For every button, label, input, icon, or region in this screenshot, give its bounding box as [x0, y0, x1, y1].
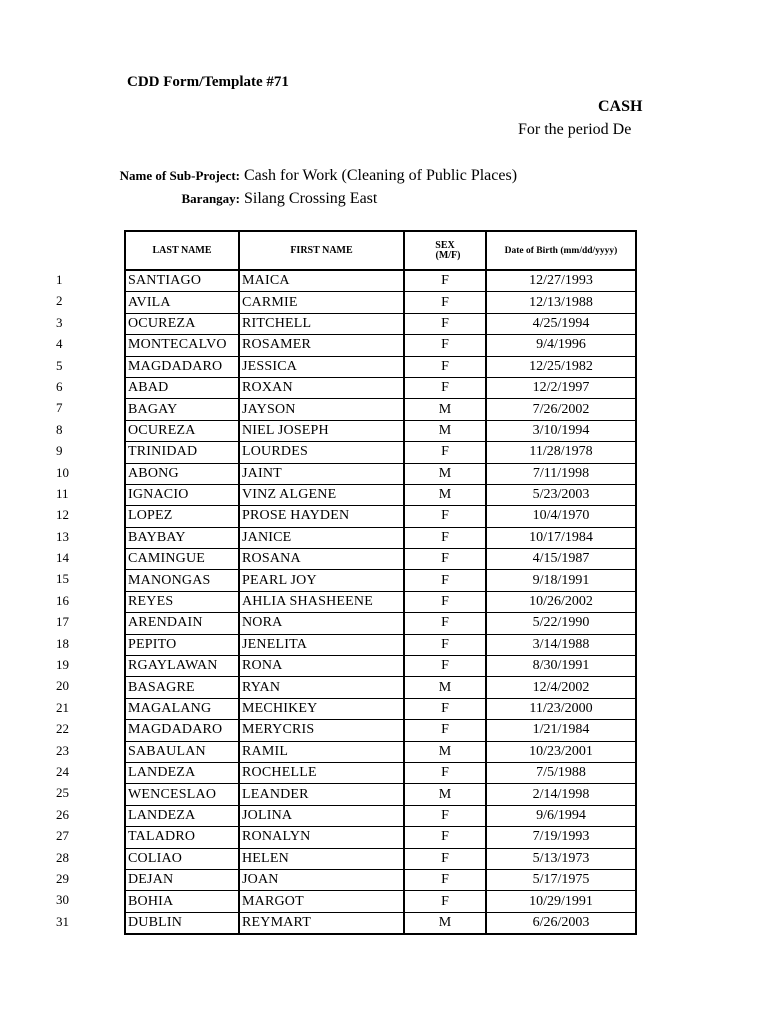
cell-sex: M [404, 484, 486, 505]
cell-sex: F [404, 891, 486, 912]
cell-first-name: JENELITA [239, 634, 404, 655]
cell-sex: F [404, 270, 486, 292]
cell-first-name: ROSANA [239, 549, 404, 570]
form-title: CDD Form/Template #71 [127, 74, 289, 90]
table-row [125, 463, 636, 484]
row-number: 17 [56, 614, 69, 630]
cell-dob: 5/23/2003 [486, 484, 636, 505]
cell-first-name: CARMIE [239, 292, 404, 313]
cell-first-name: RONALYN [239, 827, 404, 848]
row-number: 29 [56, 870, 69, 886]
cell-last-name: MANONGAS [125, 570, 239, 591]
cell-dob: 8/30/1991 [486, 656, 636, 677]
row-number: 8 [56, 421, 63, 437]
cell-last-name: MAGDADARO [125, 356, 239, 377]
cell-last-name: ABONG [125, 463, 239, 484]
cell-dob: 10/4/1970 [486, 506, 636, 527]
table-row [125, 570, 636, 591]
row-number: 15 [56, 571, 69, 587]
cell-first-name: MAICA [239, 270, 404, 292]
cell-dob: 12/25/1982 [486, 356, 636, 377]
header-first-name: FIRST NAME [239, 231, 404, 270]
table-row [125, 591, 636, 612]
row-number: 23 [56, 742, 69, 758]
cell-last-name: TALADRO [125, 827, 239, 848]
table-row [125, 891, 636, 912]
cell-dob: 7/5/1988 [486, 762, 636, 783]
cell-dob: 11/23/2000 [486, 698, 636, 719]
table-row [125, 634, 636, 655]
cell-last-name: ARENDAIN [125, 613, 239, 634]
cell-dob: 12/27/1993 [486, 270, 636, 292]
cell-sex: F [404, 442, 486, 463]
cell-first-name: PEARL JOY [239, 570, 404, 591]
table-row [125, 527, 636, 548]
cell-sex: F [404, 634, 486, 655]
table-row [125, 848, 636, 869]
cell-dob: 12/2/1997 [486, 377, 636, 398]
table-row [125, 784, 636, 805]
row-number: 3 [56, 314, 63, 330]
table-row [125, 827, 636, 848]
row-number: 30 [56, 892, 69, 908]
table-body [125, 270, 636, 934]
table-row [125, 698, 636, 719]
row-number: 11 [56, 485, 69, 501]
row-number: 12 [56, 507, 69, 523]
cell-first-name: ROCHELLE [239, 762, 404, 783]
table-row [125, 270, 636, 292]
cell-dob: 11/28/1978 [486, 442, 636, 463]
table-row [125, 484, 636, 505]
subproject-value: Cash for Work (Cleaning of Public Places) [244, 167, 518, 184]
cell-last-name: MONTECALVO [125, 335, 239, 356]
cell-last-name: OCUREZA [125, 313, 239, 334]
cell-dob: 7/11/1998 [486, 463, 636, 484]
cell-sex: M [404, 677, 486, 698]
cell-first-name: JESSICA [239, 356, 404, 377]
table-row [125, 869, 636, 890]
cell-last-name: DEJAN [125, 869, 239, 890]
cell-last-name: SANTIAGO [125, 270, 239, 292]
row-number: 25 [56, 785, 69, 801]
cell-first-name: MECHIKEY [239, 698, 404, 719]
cell-last-name: OCUREZA [125, 420, 239, 441]
cell-dob: 10/23/2001 [486, 741, 636, 762]
cell-first-name: JOAN [239, 869, 404, 890]
cell-dob: 3/10/1994 [486, 420, 636, 441]
cell-dob: 5/17/1975 [486, 869, 636, 890]
document-title: CASH [598, 98, 643, 115]
row-number: 4 [56, 336, 63, 352]
table-row [125, 399, 636, 420]
cell-first-name: RYAN [239, 677, 404, 698]
cell-sex: M [404, 741, 486, 762]
cell-first-name: JANICE [239, 527, 404, 548]
cell-dob: 7/19/1993 [486, 827, 636, 848]
cell-dob: 9/6/1994 [486, 805, 636, 826]
cell-dob: 10/17/1984 [486, 527, 636, 548]
table-row [125, 613, 636, 634]
row-number: 9 [56, 443, 63, 459]
row-number: 13 [56, 528, 69, 544]
row-number: 27 [56, 828, 69, 844]
cell-sex: F [404, 613, 486, 634]
cell-sex: F [404, 570, 486, 591]
cell-sex: F [404, 591, 486, 612]
row-number: 26 [56, 806, 69, 822]
row-number: 18 [56, 635, 69, 651]
cell-sex: F [404, 356, 486, 377]
cell-first-name: LOURDES [239, 442, 404, 463]
table-row [125, 313, 636, 334]
cell-last-name: LANDEZA [125, 805, 239, 826]
cell-dob: 5/22/1990 [486, 613, 636, 634]
cell-first-name: VINZ ALGENE [239, 484, 404, 505]
row-number: 31 [56, 913, 69, 929]
row-number: 5 [56, 357, 63, 373]
cell-dob: 5/13/1973 [486, 848, 636, 869]
table-row [125, 420, 636, 441]
cell-first-name: MERYCRIS [239, 720, 404, 741]
cell-sex: F [404, 698, 486, 719]
cell-dob: 3/14/1988 [486, 634, 636, 655]
cell-first-name: AHLIA SHASHEENE [239, 591, 404, 612]
row-number: 10 [56, 464, 69, 480]
header-sex-line1: SEX [435, 239, 455, 251]
cell-last-name: BAGAY [125, 399, 239, 420]
cell-first-name: LEANDER [239, 784, 404, 805]
cell-first-name: JAYSON [239, 399, 404, 420]
cell-last-name: DUBLIN [125, 912, 239, 934]
beneficiary-table [124, 230, 637, 935]
cell-sex: F [404, 335, 486, 356]
row-number: 21 [56, 699, 69, 715]
cell-last-name: BASAGRE [125, 677, 239, 698]
cell-dob: 10/29/1991 [486, 891, 636, 912]
cell-sex: F [404, 527, 486, 548]
cell-sex: F [404, 656, 486, 677]
cell-first-name: JOLINA [239, 805, 404, 826]
row-number: 6 [56, 378, 63, 394]
header-dob: Date of Birth (mm/dd/yyyy) [486, 231, 636, 270]
table-row [125, 549, 636, 570]
cell-last-name: LOPEZ [125, 506, 239, 527]
table-row [125, 292, 636, 313]
table-row [125, 377, 636, 398]
table-row [125, 656, 636, 677]
subproject-label: Name of Sub-Project: [119, 168, 240, 183]
cell-last-name: SABAULAN [125, 741, 239, 762]
barangay-label: Barangay: [181, 191, 240, 206]
cell-last-name: COLIAO [125, 848, 239, 869]
row-number: 2 [56, 293, 63, 309]
cell-dob: 12/4/2002 [486, 677, 636, 698]
cell-last-name: BOHIA [125, 891, 239, 912]
cell-dob: 2/14/1998 [486, 784, 636, 805]
row-number: 24 [56, 763, 69, 779]
cell-last-name: IGNACIO [125, 484, 239, 505]
cell-last-name: AVILA [125, 292, 239, 313]
cell-first-name: NIEL JOSEPH [239, 420, 404, 441]
cell-sex: F [404, 869, 486, 890]
cell-first-name: JAINT [239, 463, 404, 484]
cell-sex: F [404, 549, 486, 570]
cell-last-name: LANDEZA [125, 762, 239, 783]
row-number: 1 [56, 272, 63, 287]
cell-sex: F [404, 762, 486, 783]
table-row [125, 356, 636, 377]
barangay-value: Silang Crossing East [244, 190, 378, 207]
cell-first-name: RONA [239, 656, 404, 677]
cell-last-name: TRINIDAD [125, 442, 239, 463]
cell-first-name: REYMART [239, 912, 404, 934]
cell-sex: F [404, 506, 486, 527]
cell-last-name: MAGALANG [125, 698, 239, 719]
cell-dob: 4/15/1987 [486, 549, 636, 570]
table-row [125, 912, 636, 934]
row-number: 20 [56, 678, 69, 694]
cell-sex: F [404, 377, 486, 398]
barangay-row [102, 190, 377, 208]
table-header-row [125, 231, 636, 270]
table-row [125, 506, 636, 527]
cell-first-name: PROSE HAYDEN [239, 506, 404, 527]
cell-first-name: NORA [239, 613, 404, 634]
cell-dob: 12/13/1988 [486, 292, 636, 313]
cell-sex: F [404, 805, 486, 826]
cell-last-name: BAYBAY [125, 527, 239, 548]
cell-first-name: RAMIL [239, 741, 404, 762]
header-sex-line2: (M/F) [435, 249, 461, 261]
cell-last-name: CAMINGUE [125, 549, 239, 570]
cell-dob: 6/26/2003 [486, 912, 636, 934]
cell-sex: M [404, 784, 486, 805]
cell-dob: 7/26/2002 [486, 399, 636, 420]
cell-last-name: WENCESLAO [125, 784, 239, 805]
table-row [125, 720, 636, 741]
row-number: 14 [56, 550, 69, 566]
cell-sex: F [404, 827, 486, 848]
cell-first-name: ROSAMER [239, 335, 404, 356]
cell-sex: M [404, 399, 486, 420]
cell-last-name: RGAYLAWAN [125, 656, 239, 677]
table-row [125, 335, 636, 356]
row-number: 16 [56, 592, 69, 608]
cell-sex: M [404, 420, 486, 441]
table-row [125, 741, 636, 762]
header-sex [404, 231, 486, 270]
page-clip-edge [645, 90, 768, 150]
cell-first-name: ROXAN [239, 377, 404, 398]
table-row [125, 805, 636, 826]
table-row [125, 442, 636, 463]
cell-dob: 4/25/1994 [486, 313, 636, 334]
cell-last-name: REYES [125, 591, 239, 612]
row-number: 28 [56, 849, 69, 865]
header-last-name: LAST NAME [125, 231, 239, 270]
cell-dob: 10/26/2002 [486, 591, 636, 612]
cell-last-name: MAGDADARO [125, 720, 239, 741]
cell-first-name: RITCHELL [239, 313, 404, 334]
cell-first-name: MARGOT [239, 891, 404, 912]
subproject-row [102, 167, 517, 185]
cell-last-name: ABAD [125, 377, 239, 398]
cell-sex: M [404, 912, 486, 934]
cell-last-name: PEPITO [125, 634, 239, 655]
cell-sex: F [404, 848, 486, 869]
cell-first-name: HELEN [239, 848, 404, 869]
cell-dob: 1/21/1984 [486, 720, 636, 741]
cell-sex: M [404, 463, 486, 484]
row-number: 7 [56, 400, 63, 416]
cell-sex: F [404, 292, 486, 313]
cell-dob: 9/18/1991 [486, 570, 636, 591]
row-numbers [56, 269, 86, 932]
row-number: 19 [56, 657, 69, 673]
period-text: For the period De [518, 121, 632, 138]
cell-dob: 9/4/1996 [486, 335, 636, 356]
table-row [125, 762, 636, 783]
cell-sex: F [404, 313, 486, 334]
row-number: 22 [56, 721, 69, 737]
cell-sex: F [404, 720, 486, 741]
table-row [125, 677, 636, 698]
